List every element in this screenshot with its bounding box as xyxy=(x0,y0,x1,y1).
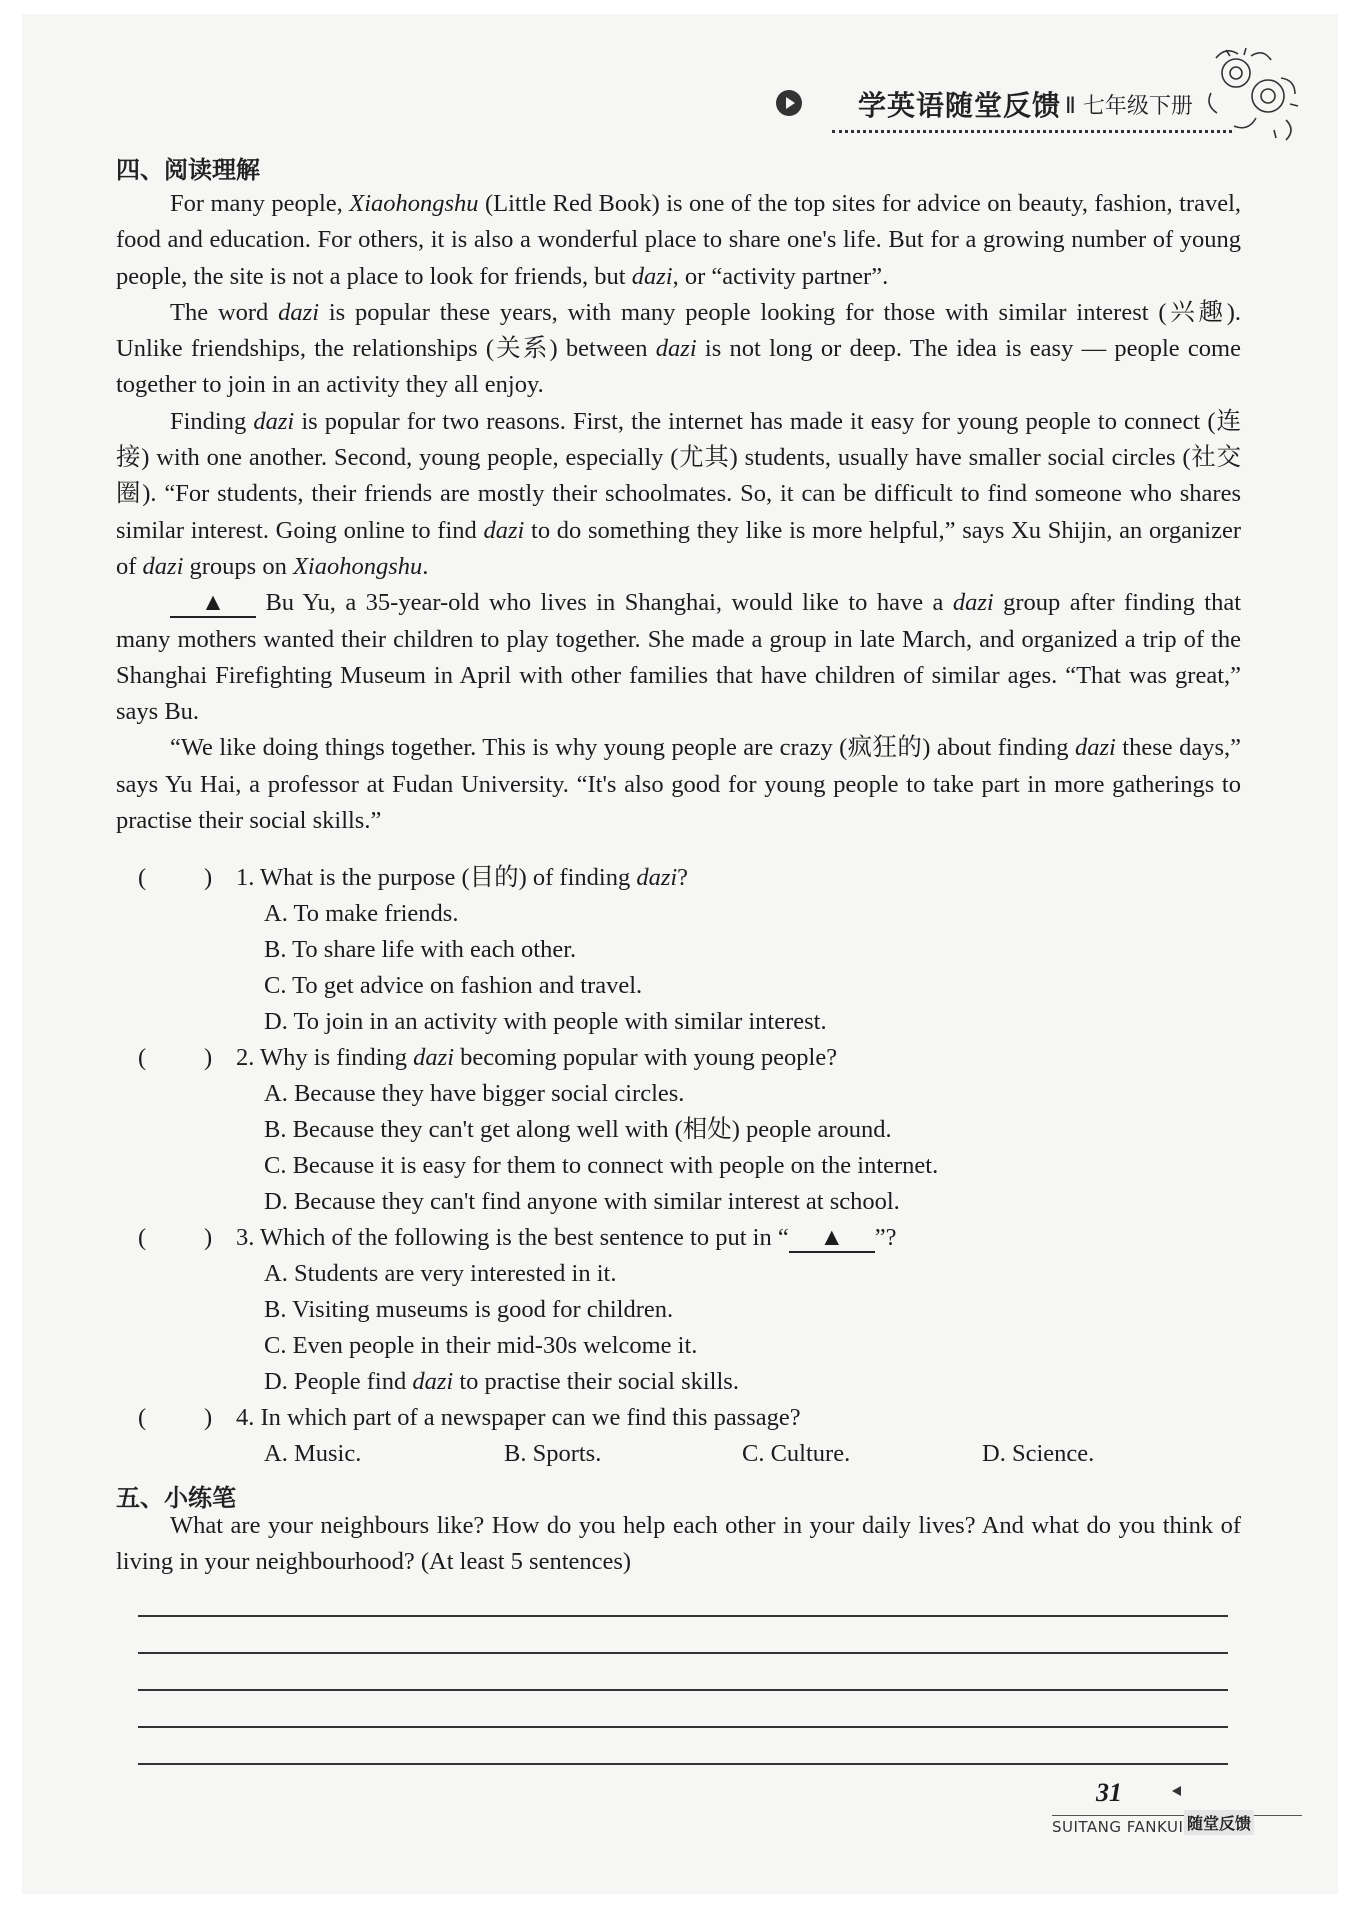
answer-paren-open: ( xyxy=(138,864,147,891)
question-4 xyxy=(116,1400,1241,1436)
play-bullet-icon xyxy=(776,90,802,116)
answer-paren-close: ) xyxy=(204,1044,213,1071)
question-stem: 4. In which part of a newspaper can we find this passage? xyxy=(236,1404,801,1431)
header-dotted-rule xyxy=(832,130,1232,133)
option-b: B. Visiting museums is good for children. xyxy=(264,1296,674,1323)
option-row xyxy=(116,1076,1241,1112)
question-stem: 3. Which of the following is the best sentence to put in “ ▲ ”? xyxy=(236,1224,897,1251)
option-a: A. Music. xyxy=(264,1440,362,1467)
answer-paren-open: ( xyxy=(138,1404,147,1431)
option-row xyxy=(116,896,1241,932)
option-b: B. Because they can't get along well with (相处) people around. xyxy=(264,1116,892,1143)
writing-line[interactable] xyxy=(138,1763,1228,1765)
book-title: 学英语随堂反馈 xyxy=(858,89,1062,122)
answer-blank: ▲ xyxy=(170,590,256,618)
writing-prompt: What are your neighbours like? How do you help each other in your daily lives? And what do you think of living in your neighbourhood? (At least 5 sentences) xyxy=(116,1512,1241,1576)
page-number: 31 xyxy=(1096,1778,1122,1807)
paragraph-3: Finding dazi is popular for two reasons. First, the internet has made it easy for young people to connect (连接) with one another. Second, young people, especially (尤其) students, usually have smaller social circles (社交圈). “For students, their friends are mostly their schoolmates. So, it can be difficult to find someone who shares similar interest. Going online to find dazi to do something they like is more helpful,” says Xu Shijin, an organizer of dazi groups on Xiaohongshu. xyxy=(116,407,1242,580)
paragraph-4: ▲ Bu Yu, a 35-year-old who lives in Shanghai, would like to have a dazi group after finding that many mothers wanted their children to play together. She made a group in late March, and organized a trip of the Shanghai Firefighting Museum in April with other families that have children of similar ages. “That was great,” says Bu. xyxy=(116,589,1242,726)
answer-blank: ▲ xyxy=(789,1225,875,1253)
footer-badge: 随堂反馈 xyxy=(1184,1810,1254,1835)
writing-line[interactable] xyxy=(138,1689,1228,1691)
option-d: D. To join in an activity with people with similar interest. xyxy=(264,1008,827,1035)
option-row xyxy=(116,1184,1241,1220)
option-row xyxy=(116,1436,1241,1472)
option-row xyxy=(116,1148,1241,1184)
writing-line[interactable] xyxy=(138,1652,1228,1654)
arrow-left-icon xyxy=(1172,1786,1181,1796)
option-d: D. Science. xyxy=(982,1440,1095,1467)
option-row xyxy=(116,1112,1241,1148)
paragraph-1: For many people, Xiaohongshu (Little Red Book) is one of the top sites for advice on beauty, fashion, travel, food and education. For others, it is also a wonderful place to share one's life. But for a growing number of young people, the site is not a place to look for friends, but dazi, or “activity partner”. xyxy=(116,190,1242,290)
reading-passage xyxy=(116,186,1241,839)
option-d: D. People find dazi to practise their social skills. xyxy=(264,1368,739,1395)
writing-line[interactable] xyxy=(138,1615,1228,1617)
section-heading-writing: 五、小练笔 xyxy=(116,1484,236,1512)
option-a: A. Because they have bigger social circles. xyxy=(264,1080,685,1107)
option-row xyxy=(116,1004,1241,1040)
book-subtitle: Ⅱ 七年级下册 xyxy=(1065,94,1193,119)
answer-paren-close: ) xyxy=(204,1404,213,1431)
answer-paren-open: ( xyxy=(138,1224,147,1251)
option-a: A. To make friends. xyxy=(264,900,459,927)
question-3 xyxy=(116,1220,1241,1256)
option-b: B. Sports. xyxy=(504,1440,602,1467)
footer-brand: SUITANG FANKUI xyxy=(1052,1818,1184,1836)
answer-paren-open: ( xyxy=(138,1044,147,1071)
option-row xyxy=(116,1292,1241,1328)
option-c: C. Culture. xyxy=(742,1440,851,1467)
option-row xyxy=(116,1328,1241,1364)
paragraph-5: “We like doing things together. This is why young people are crazy (疯狂的) about finding dazi these days,” says Yu Hai, a professor at Fudan University. “It's also good for young people to take part in more gatherings to practise their social skills.” xyxy=(116,734,1241,835)
question-list xyxy=(116,860,1241,1472)
section-heading-reading: 四、阅读理解 xyxy=(116,156,260,184)
option-c: C. To get advice on fashion and travel. xyxy=(264,972,643,999)
option-row xyxy=(116,1256,1241,1292)
option-row xyxy=(116,932,1241,968)
question-1 xyxy=(116,860,1241,896)
option-c: C. Because it is easy for them to connect with people on the internet. xyxy=(264,1152,939,1179)
paragraph-2: The word dazi is popular these years, with many people looking for those with similar interest (兴趣). Unlike friendships, the relationships (关系) between dazi is not long or deep. The idea is easy — people come together to join in an activity they all enjoy. xyxy=(116,298,1242,399)
floral-ornament-icon xyxy=(1196,38,1306,148)
question-2 xyxy=(116,1040,1241,1076)
option-row xyxy=(116,1364,1241,1400)
writing-line[interactable] xyxy=(138,1726,1228,1728)
option-a: A. Students are very interested in it. xyxy=(264,1260,617,1287)
option-b: B. To share life with each other. xyxy=(264,936,577,963)
option-d: D. Because they can't find anyone with similar interest at school. xyxy=(264,1188,900,1215)
footer-rule xyxy=(1052,1815,1302,1816)
question-stem: 2. Why is finding dazi becoming popular with young people? xyxy=(236,1044,838,1071)
question-stem: 1. What is the purpose (目的) of finding dazi? xyxy=(236,864,689,891)
option-row xyxy=(116,968,1241,1004)
answer-paren-close: ) xyxy=(204,864,213,891)
answer-paren-close: ) xyxy=(204,1224,213,1251)
option-c: C. Even people in their mid-30s welcome it. xyxy=(264,1332,698,1359)
